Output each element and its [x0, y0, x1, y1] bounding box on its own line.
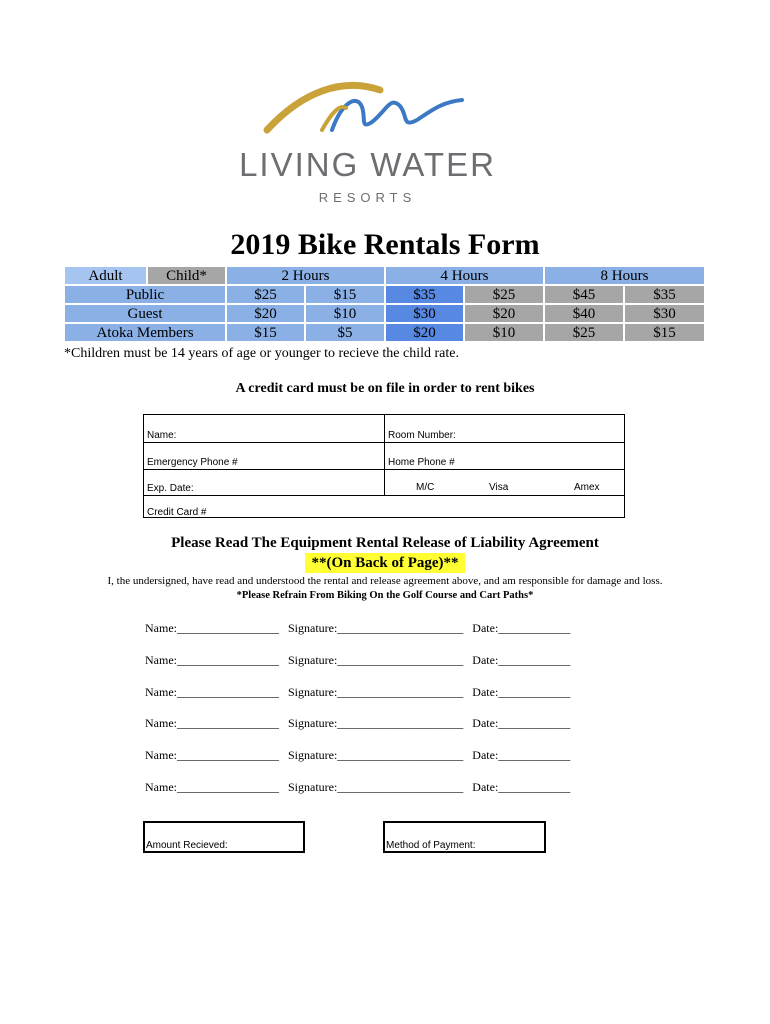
home-phone-field[interactable]: Home Phone #: [388, 457, 455, 468]
child-header: Child*: [147, 266, 226, 285]
signature-row[interactable]: Name:_________________ Signature:_____________________ Date:____________: [145, 685, 571, 699]
price-cell: $45: [544, 285, 624, 304]
price-cell: $15: [624, 323, 705, 342]
card-type-amex[interactable]: Amex: [574, 482, 600, 493]
price-cell: $30: [385, 304, 464, 323]
refrain-note: *Please Refrain From Biking On the Golf Course and Cart Paths*: [236, 590, 534, 601]
page-title: 2019 Bike Rentals Form: [230, 228, 540, 261]
price-cell: $25: [544, 323, 624, 342]
method-of-payment-label: Method of Payment:: [386, 840, 476, 851]
exp-date-field[interactable]: Exp. Date:: [147, 483, 194, 494]
divider: [144, 495, 624, 496]
price-cell: $40: [544, 304, 624, 323]
back-of-page-note: **(On Back of Page)**: [305, 553, 465, 573]
card-type-visa[interactable]: Visa: [489, 482, 509, 493]
brand-subtitle: RESORTS: [318, 190, 417, 205]
row-label-public: Public: [64, 285, 226, 304]
price-cell: $30: [624, 304, 705, 323]
divider: [384, 415, 385, 495]
price-cell: $15: [226, 323, 305, 342]
card-type-mc[interactable]: M/C: [416, 482, 435, 493]
price-cell: $25: [464, 285, 544, 304]
row-label-atoka-members: Atoka Members: [64, 323, 226, 342]
credit-card-number-field[interactable]: Credit Card #: [147, 507, 207, 518]
signature-row[interactable]: Name:_________________ Signature:_____________________ Date:____________: [145, 716, 571, 730]
price-cell: $35: [385, 285, 464, 304]
duration-8h: 8 Hours: [544, 266, 705, 285]
price-cell: $10: [464, 323, 544, 342]
signature-row[interactable]: Name:_________________ Signature:_____________________ Date:____________: [145, 621, 571, 635]
price-cell: $5: [305, 323, 385, 342]
release-title: Please Read The Equipment Rental Release of Liability Agreement: [171, 535, 599, 551]
duration-2h: 2 Hours: [226, 266, 385, 285]
living-water-logo-icon: [262, 72, 472, 142]
room-number-field[interactable]: Room Number:: [388, 430, 456, 441]
price-cell: $20: [464, 304, 544, 323]
signature-row[interactable]: Name:_________________ Signature:_____________________ Date:____________: [145, 780, 571, 794]
price-cell: $35: [624, 285, 705, 304]
name-field[interactable]: Name:: [147, 430, 177, 441]
method-of-payment-box[interactable]: [383, 821, 546, 853]
duration-4h: 4 Hours: [385, 266, 544, 285]
price-cell: $15: [305, 285, 385, 304]
price-cell: $20: [226, 304, 305, 323]
signature-row[interactable]: Name:_________________ Signature:_____________________ Date:____________: [145, 653, 571, 667]
child-rate-note: *Children must be 14 years of age or younger to recieve the child rate.: [64, 346, 459, 361]
agreement-statement: I, the undersigned, have read and understood the rental and release agreement above, and am responsible for damage and loss.: [107, 575, 663, 587]
row-label-guest: Guest: [64, 304, 226, 323]
price-cell: $20: [385, 323, 464, 342]
emergency-phone-field[interactable]: Emergency Phone #: [147, 457, 238, 468]
credit-card-form: [143, 414, 625, 518]
price-cell: $25: [226, 285, 305, 304]
credit-card-requirement: A credit card must be on file in order to rent bikes: [235, 381, 535, 396]
adult-header: Adult: [64, 266, 147, 285]
price-cell: $10: [305, 304, 385, 323]
brand-name: LIVING WATER: [239, 146, 496, 183]
signature-row[interactable]: Name:_________________ Signature:_____________________ Date:____________: [145, 748, 571, 762]
amount-received-label: Amount Recieved:: [146, 840, 228, 851]
amount-received-box[interactable]: [143, 821, 305, 853]
